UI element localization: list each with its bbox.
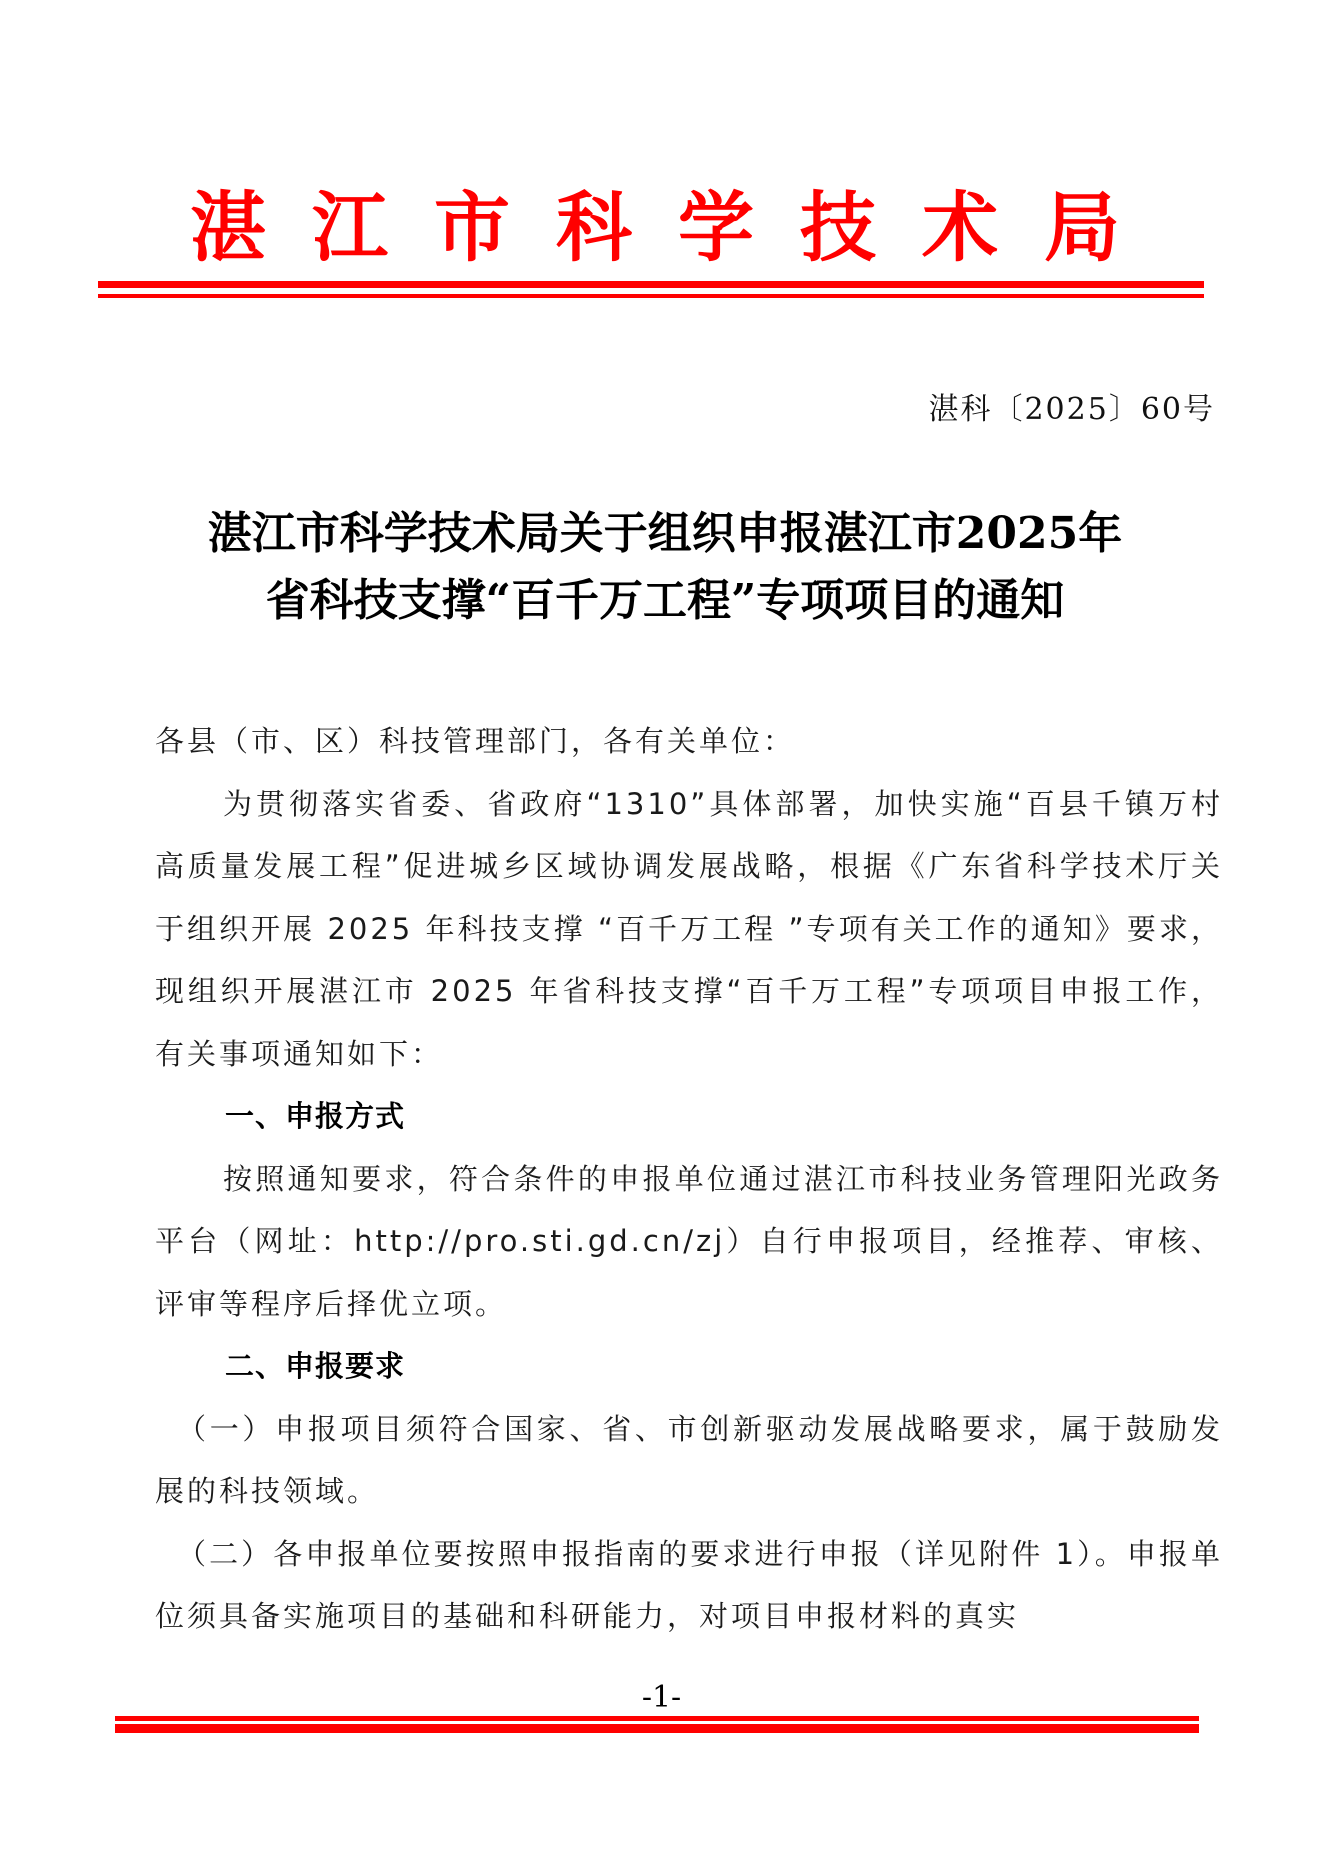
letterhead-org-name <box>190 180 1120 275</box>
letterhead-char: 湛 <box>190 182 266 272</box>
letterhead-char: 市 <box>434 182 510 272</box>
letterhead-char: 江 <box>312 182 388 272</box>
document-title <box>150 500 1180 634</box>
document-body <box>155 710 1223 1648</box>
letterhead-char: 学 <box>678 182 754 272</box>
letterhead-rule-thick <box>98 281 1204 288</box>
letterhead-char: 科 <box>556 182 632 272</box>
letterhead-char: 术 <box>922 182 998 272</box>
letterhead-char: 技 <box>800 182 876 272</box>
section-heading-1: 一、申报方式 <box>225 1099 406 1133</box>
footer-rule-thick <box>115 1724 1199 1733</box>
document-title-line-2: 省科技支撑“百千万工程”专项项目的通知 <box>265 575 1065 626</box>
document-number: 湛科〔2025〕60号 <box>928 392 1215 427</box>
page-number: -1- <box>641 1680 682 1715</box>
letterhead-char: 局 <box>1044 182 1120 272</box>
letterhead-rule-thin <box>98 294 1204 298</box>
section-2-item-2: （二）各申报单位要按照申报指南的要求进行申报（详见附件 1）。申报单位须具备实施项目的基础和科研能力，对项目申报材料的真实 <box>155 1536 1223 1633</box>
section-2-item-1: （一）申报项目须符合国家、省、市创新驱动发展战略要求，属于鼓励发展的科技领域。 <box>155 1411 1223 1508</box>
section-heading-2: 二、申报要求 <box>225 1349 406 1383</box>
document-title-line-1: 湛江市科学技术局关于组织申报湛江市2025年 <box>207 508 1123 559</box>
intro-paragraph: 为贯彻落实省委、省政府“1310”具体部署，加快实施“百县千镇万村高质量发展工程”促进城乡区域协调发展战略，根据《广东省科学技术厅关于组织开展 2025 年科技支撑 “百千万工程 ”专项有关工作的通知》要求，现组织开展湛江市 2025 年省科技支撑“百千万工程”专项项目申报工作，有关事项通知如下： <box>155 786 1223 1071</box>
footer-rule-thin <box>115 1716 1199 1721</box>
section-1-paragraph: 按照通知要求，符合条件的申报单位通过湛江市科技业务管理阳光政务平台（网址：http://pro.sti.gd.cn/zj）自行申报项目，经推荐、审核、评审等程序后择优立项。 <box>155 1161 1223 1321</box>
salutation: 各县（市、区）科技管理部门，各有关单位： <box>155 724 796 758</box>
